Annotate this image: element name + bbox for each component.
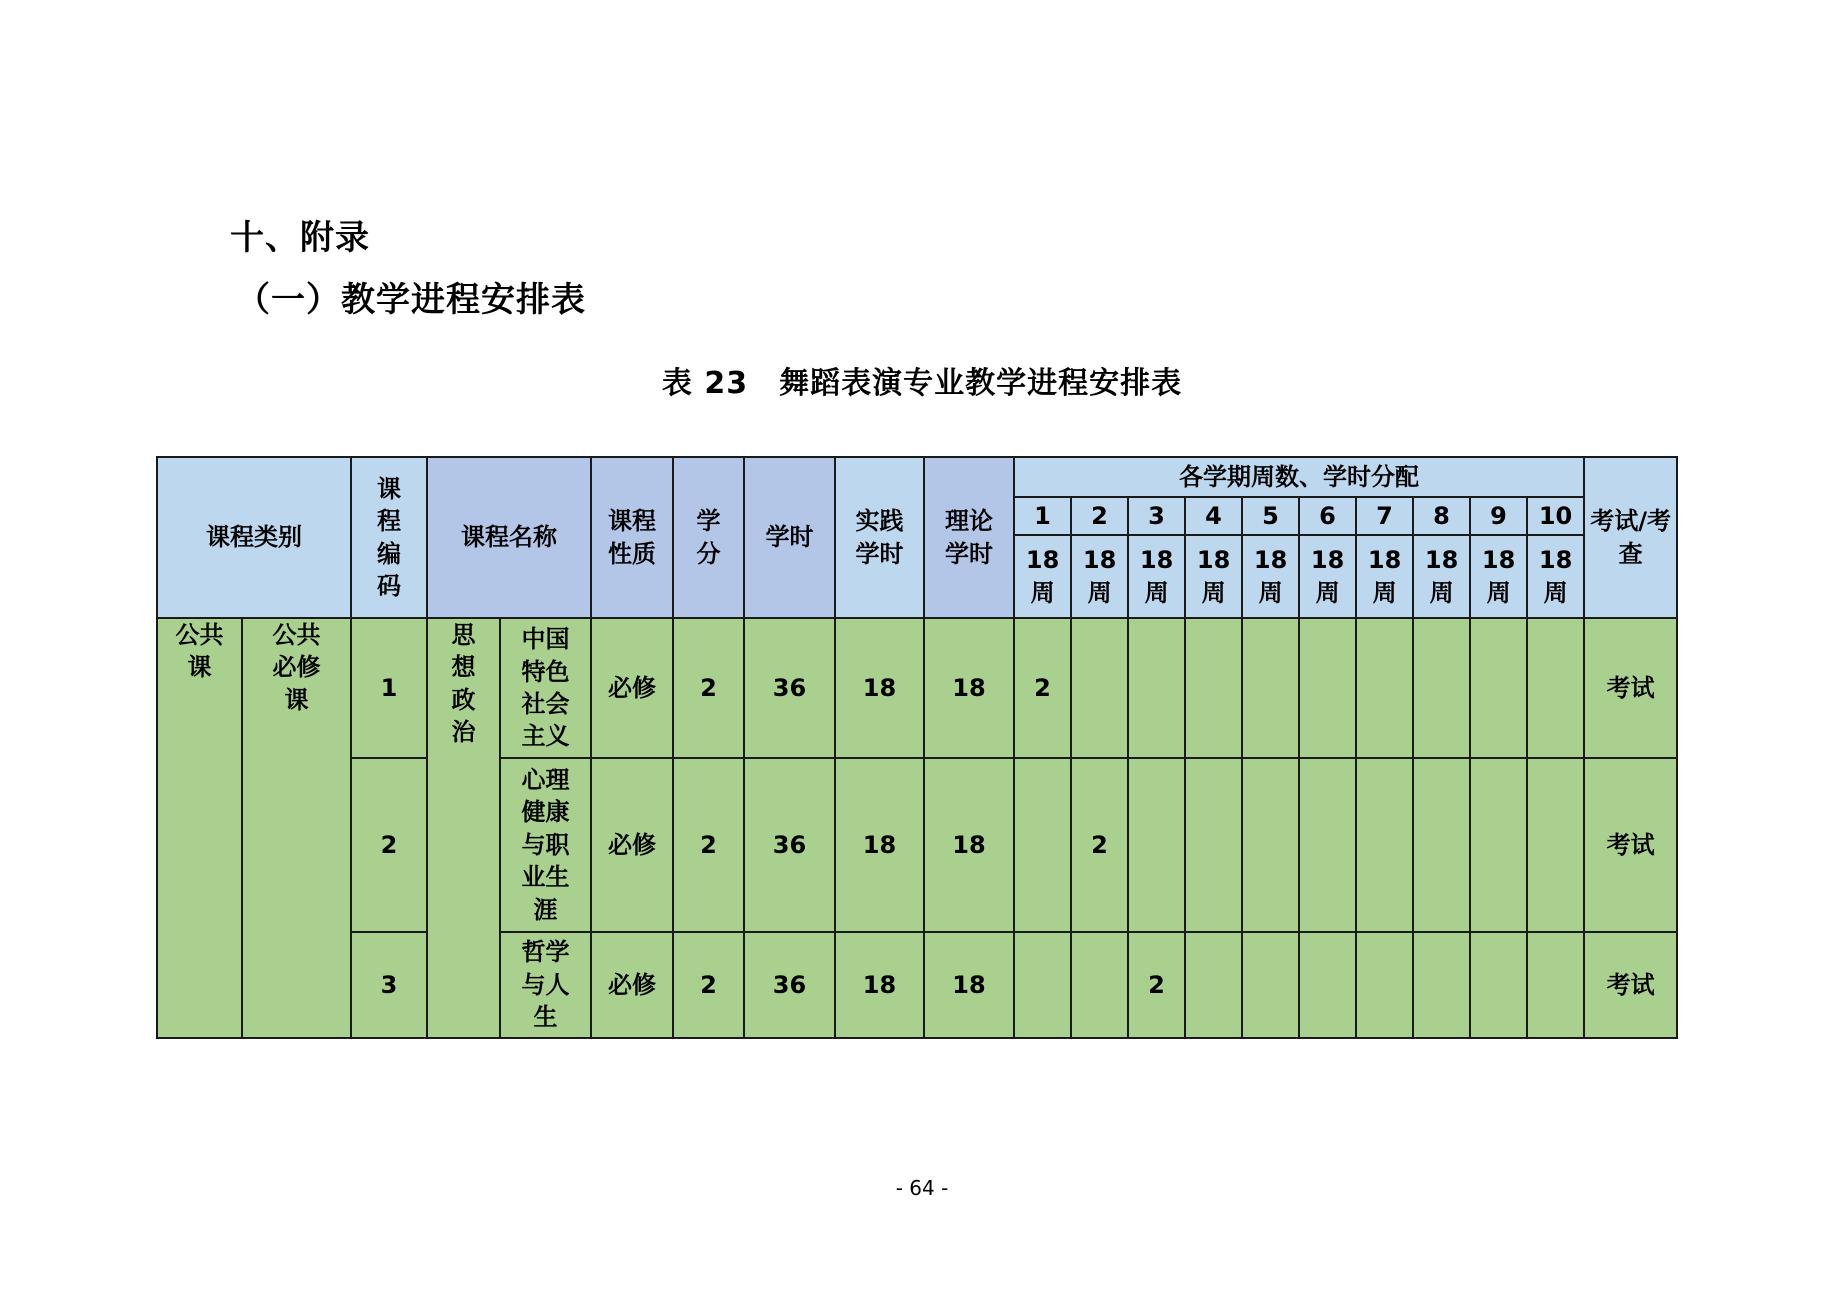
header-code: 课程编码 [351, 457, 427, 618]
course-name-cell: 心理健康与职业生涯 [500, 758, 591, 932]
header-semester-7: 7 [1356, 497, 1413, 535]
header-weeks-5: 18周 [1242, 535, 1299, 618]
table-caption: 表 23 舞蹈表演专业教学进程安排表 [661, 366, 1183, 401]
header-semester-10: 10 [1527, 497, 1584, 535]
header-semester-2: 2 [1071, 497, 1128, 535]
header-weeks-3: 18周 [1128, 535, 1185, 618]
header-semester-4: 4 [1185, 497, 1242, 535]
assessment-cell: 考试 [1584, 932, 1677, 1038]
subsection-heading: （一）教学进程安排表 [236, 280, 586, 320]
header-weeks-4: 18周 [1185, 535, 1242, 618]
header-weeks-7: 18周 [1356, 535, 1413, 618]
code-cell: 2 [351, 758, 427, 932]
header-nature: 课程性质 [591, 457, 673, 618]
header-weeks-8: 18周 [1413, 535, 1470, 618]
course-name-cell: 中国特色社会主义 [500, 618, 591, 758]
semester-cell [1071, 618, 1128, 758]
course-name-cell: 哲学与人生 [500, 932, 591, 1038]
semester-cell [1527, 618, 1584, 758]
semester-cell [1356, 932, 1413, 1038]
header-semester-group: 各学期周数、学时分配 [1014, 457, 1584, 497]
semester-cell [1242, 618, 1299, 758]
header-credits: 学分 [673, 457, 744, 618]
semester-cell [1470, 932, 1527, 1038]
semester-cell [1128, 758, 1185, 932]
header-practice-hours: 实践学时 [835, 457, 924, 618]
section-heading: 十、附录 [230, 218, 370, 258]
semester-cell [1356, 618, 1413, 758]
semester-cell [1071, 932, 1128, 1038]
header-weeks-6: 18周 [1299, 535, 1356, 618]
practice-cell: 18 [835, 618, 924, 758]
header-semester-1: 1 [1014, 497, 1071, 535]
nature-cell: 必修 [591, 758, 673, 932]
semester-cell [1242, 932, 1299, 1038]
group-cell: 思想政治 [427, 618, 500, 1038]
hours-cell: 36 [744, 758, 835, 932]
semester-cell [1413, 758, 1470, 932]
credits-cell: 2 [673, 758, 744, 932]
header-semester-5: 5 [1242, 497, 1299, 535]
semester-cell [1527, 758, 1584, 932]
semester-cell [1299, 932, 1356, 1038]
nature-cell: 必修 [591, 932, 673, 1038]
category-1-cell: 公共课 [157, 618, 242, 1038]
header-name: 课程名称 [427, 457, 591, 618]
semester-cell [1356, 758, 1413, 932]
semester-cell [1185, 758, 1242, 932]
hours-cell: 36 [744, 618, 835, 758]
table-row [157, 758, 1677, 932]
category-2-cell: 公共必修课 [242, 618, 351, 1038]
table-row [157, 932, 1677, 1038]
credits-cell: 2 [673, 932, 744, 1038]
theory-cell: 18 [924, 758, 1014, 932]
semester-cell [1413, 932, 1470, 1038]
practice-cell: 18 [835, 758, 924, 932]
code-cell: 1 [351, 618, 427, 758]
header-semester-3: 3 [1128, 497, 1185, 535]
table-row [157, 618, 1677, 758]
semester-cell [1185, 618, 1242, 758]
semester-cell [1299, 758, 1356, 932]
semester-cell [1014, 758, 1071, 932]
practice-cell: 18 [835, 932, 924, 1038]
semester-cell [1413, 618, 1470, 758]
page-number: - 64 - [895, 1176, 949, 1200]
header-semester-8: 8 [1413, 497, 1470, 535]
semester-cell [1470, 758, 1527, 932]
header-weeks-10: 18周 [1527, 535, 1584, 618]
hours-cell: 36 [744, 932, 835, 1038]
header-assessment: 考试/考查 [1584, 457, 1677, 618]
header-semester-6: 6 [1299, 497, 1356, 535]
semester-cell: 2 [1014, 618, 1071, 758]
code-cell: 3 [351, 932, 427, 1038]
header-weeks-2: 18周 [1071, 535, 1128, 618]
nature-cell: 必修 [591, 618, 673, 758]
header-weeks-1: 18周 [1014, 535, 1071, 618]
semester-cell [1299, 618, 1356, 758]
semester-cell: 2 [1071, 758, 1128, 932]
semester-cell [1242, 758, 1299, 932]
credits-cell: 2 [673, 618, 744, 758]
header-category: 课程类别 [157, 457, 351, 618]
semester-cell [1527, 932, 1584, 1038]
semester-cell [1185, 932, 1242, 1038]
theory-cell: 18 [924, 618, 1014, 758]
assessment-cell: 考试 [1584, 758, 1677, 932]
semester-cell: 2 [1128, 932, 1185, 1038]
header-theory-hours: 理论学时 [924, 457, 1014, 618]
header-weeks-9: 18周 [1470, 535, 1527, 618]
semester-cell [1014, 932, 1071, 1038]
theory-cell: 18 [924, 932, 1014, 1038]
schedule-table [156, 456, 1678, 1039]
semester-cell [1128, 618, 1185, 758]
assessment-cell: 考试 [1584, 618, 1677, 758]
header-semester-9: 9 [1470, 497, 1527, 535]
header-hours: 学时 [744, 457, 835, 618]
semester-cell [1470, 618, 1527, 758]
